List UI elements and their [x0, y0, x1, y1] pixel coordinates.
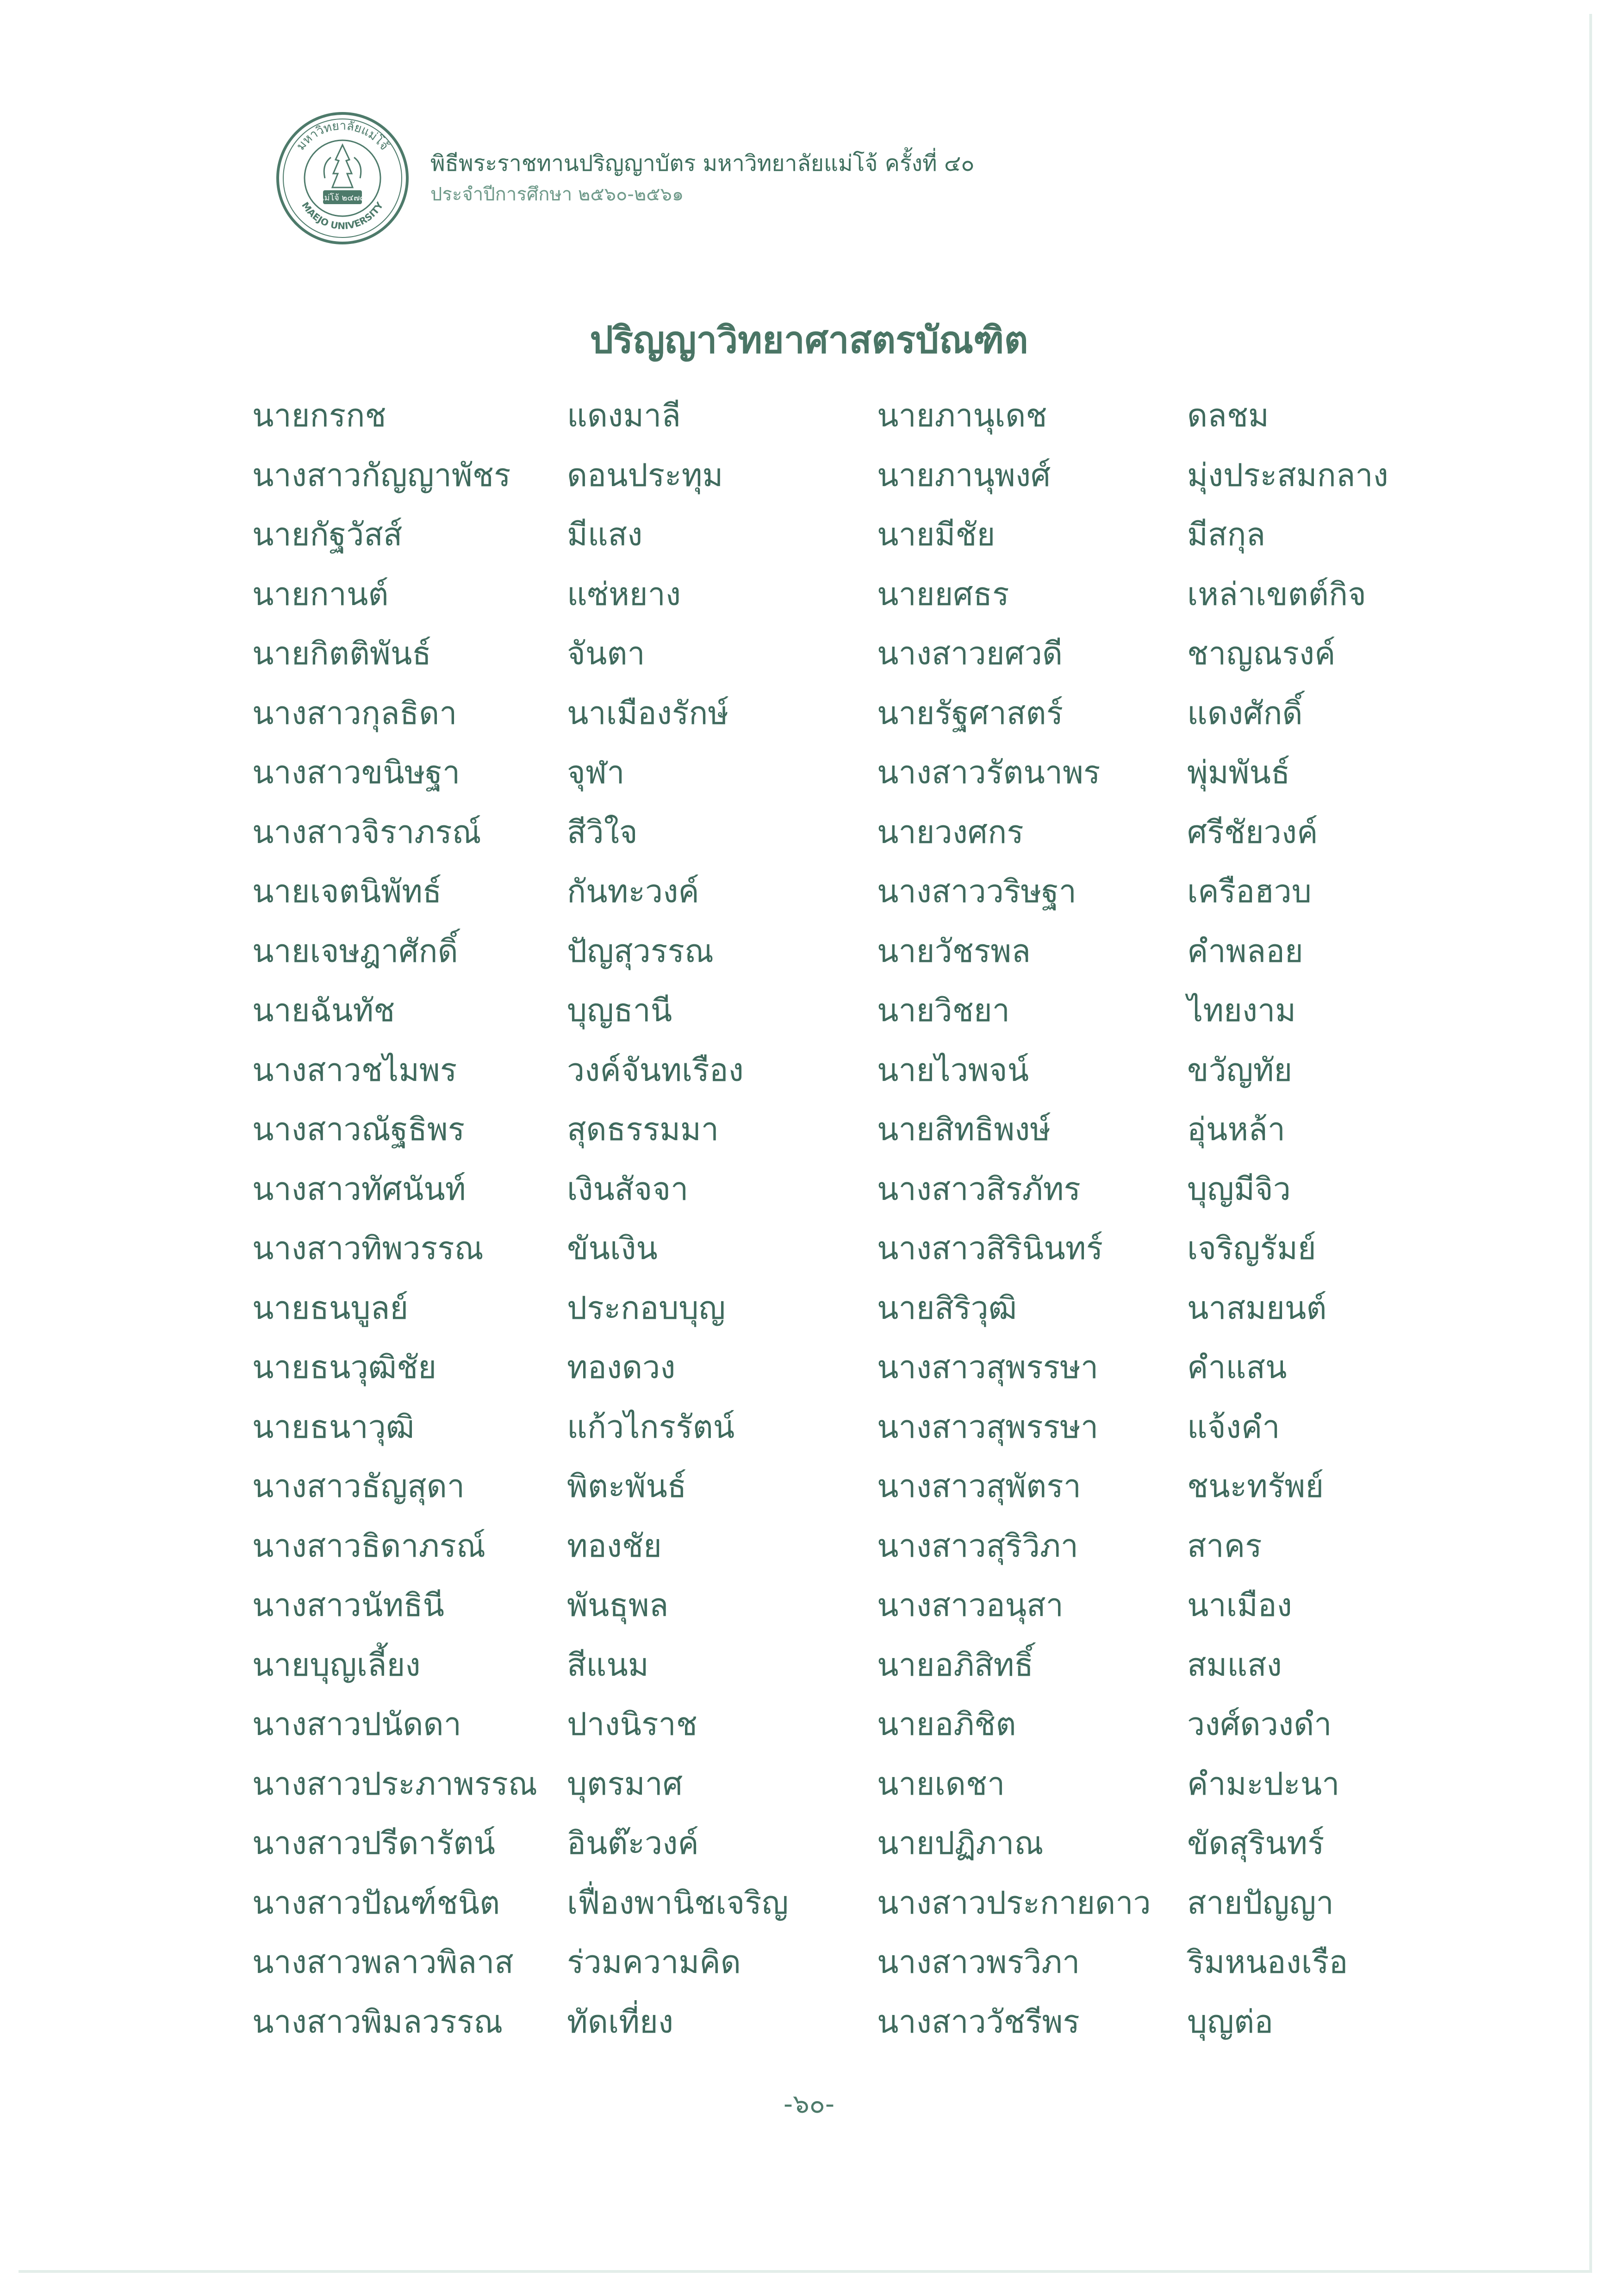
right-last-name: สาคร [1187, 1528, 1262, 1565]
right-last-name: บุญต่อ [1187, 2003, 1274, 2040]
header [273, 109, 975, 248]
right-first-name: นายสิริวุฒิ [877, 1290, 1017, 1327]
left-last-name: วงค์จันทเรือง [567, 1052, 744, 1089]
left-first-name: นางสาวประภาพรรณ [252, 1766, 537, 1803]
right-first-name: นายภานุพงศ์ [877, 457, 1051, 494]
right-first-name: นางสาวสุพรรษา [877, 1409, 1099, 1446]
right-last-name: คำมะปะนา [1187, 1766, 1340, 1803]
left-first-name: นายธนวุฒิชัย [252, 1349, 437, 1386]
left-last-name: อินต๊ะวงค์ [567, 1825, 699, 1862]
left-first-name: นางสาวธิดาภรณ์ [252, 1528, 486, 1565]
left-first-name: นางสาวชไมพร [252, 1052, 457, 1089]
right-first-name: นางสาวสุริวิภา [877, 1528, 1078, 1565]
left-first-name: นางสาวปนัดดา [252, 1706, 461, 1743]
left-last-name: มีแสง [567, 517, 643, 553]
left-first-name: นางสาวพิมลวรรณ [252, 2003, 503, 2040]
right-first-name: นายสิทธิพงษ์ [877, 1111, 1051, 1148]
right-last-name: สายปัญญา [1187, 1884, 1334, 1922]
left-first-name: นางสาวทัศนันท์ [252, 1171, 466, 1208]
emblem-icon [332, 145, 353, 187]
left-last-name: สุดธรรมมา [567, 1111, 719, 1148]
right-last-name: แจ้งคำ [1187, 1409, 1280, 1446]
logo-arc-text: มหาวิทยาลัยแม่โจ้ [293, 119, 392, 153]
left-last-name: ปัญสุวรรณ [567, 933, 714, 970]
right-first-name: นายอภิสิทธิ์ [877, 1647, 1034, 1684]
left-last-name: นาเมืองรักษ์ [567, 695, 729, 732]
left-first-name: นายกัฐวัสส์ [252, 517, 403, 553]
university-logo [273, 109, 412, 248]
ceremony-title: พิธีพระราชทานปริญญาบัตร มหาวิทยาลัยแม่โจ้ ครั้งที่ ๔๐ [430, 150, 975, 176]
logo-bottom-text: MAEJO UNIVERSITY [299, 200, 386, 232]
right-last-name: วงศ์ดวงดำ [1187, 1706, 1332, 1743]
right-last-name: ชนะทรัพย์ [1187, 1468, 1324, 1505]
left-last-name: จันตา [567, 636, 645, 672]
right-last-name: พุ่มพันธ์ [1187, 755, 1290, 791]
left-last-name: แก้วไกรรัตน์ [567, 1409, 735, 1446]
left-first-name: นางสาวปรีดารัตน์ [252, 1825, 495, 1862]
left-first-name: นางสาวกัญญาพัชร [252, 457, 511, 494]
left-first-name: นางสาวนัทธินี [252, 1587, 445, 1624]
left-last-name: เงินสัจจา [567, 1171, 689, 1208]
right-first-name: นางสาวสุพัตรา [877, 1468, 1081, 1505]
right-last-name: ริมหนองเรือ [1187, 1944, 1348, 1981]
left-last-name: ดอนประทุม [567, 457, 723, 494]
right-last-name: ขวัญทัย [1187, 1052, 1293, 1089]
left-first-name: นายธนบูลย์ [252, 1290, 409, 1327]
right-last-name: เครือฮวบ [1187, 873, 1312, 910]
left-last-name: กันทะวงค์ [567, 873, 699, 910]
left-first-name: นายกรกช [252, 398, 386, 434]
right-first-name: นางสาวสิรภัทร [877, 1171, 1081, 1208]
left-first-name: นายกิตติพันธ์ [252, 636, 431, 672]
left-last-name: ทองชัย [567, 1528, 662, 1565]
right-first-name: นายวงศกร [877, 814, 1024, 851]
left-last-name: สีวิใจ [567, 814, 638, 851]
left-first-name: นายเจษฎาศักดิ์ [252, 933, 458, 970]
right-first-name: นายวิชยา [877, 992, 1010, 1029]
right-last-name: สมแสง [1187, 1647, 1282, 1684]
left-last-name: พิตะพันธ์ [567, 1468, 687, 1505]
degree-title: ปริญญาวิทยาศาสตรบัณฑิต [590, 318, 1028, 362]
left-last-name: ร่วมความคิด [567, 1944, 741, 1981]
right-first-name: นางสาวประกายดาว [877, 1884, 1151, 1922]
right-first-name: นายภานุเดช [877, 398, 1047, 434]
left-last-name: บุตรมาศ [567, 1766, 683, 1803]
right-last-name: ขัดสุรินทร์ [1187, 1825, 1325, 1862]
right-first-name: นางสาวอนุสา [877, 1587, 1064, 1624]
left-first-name: นายฉันทัช [252, 992, 395, 1029]
right-first-name: นางสาววัชรีพร [877, 2003, 1080, 2040]
right-first-name: นางสาวพรวิภา [877, 1944, 1080, 1981]
left-last-name: พันธุพล [567, 1587, 669, 1624]
right-first-name: นางสาวสุพรรษา [877, 1349, 1099, 1386]
right-last-name: ชาญณรงค์ [1187, 636, 1336, 672]
left-last-name: สีแนม [567, 1647, 649, 1684]
left-first-name: นายเจตนิพัทธ์ [252, 873, 442, 910]
right-first-name: นายรัฐศาสตร์ [877, 695, 1064, 732]
right-last-name: แดงศักดิ์ [1187, 695, 1303, 732]
left-last-name: จุฬา [567, 755, 625, 791]
left-first-name: นายกานต์ [252, 576, 389, 613]
right-first-name: นางสาววริษฐา [877, 873, 1077, 910]
left-first-name: นายบุญเลี้ยง [252, 1647, 421, 1684]
right-last-name: เหล่าเขตต์กิจ [1187, 576, 1366, 613]
left-last-name: บุญธานี [567, 992, 672, 1029]
left-last-name: ทัดเที่ยง [567, 2003, 674, 2040]
left-first-name: นางสาวปัณฑ์ชนิต [252, 1884, 500, 1922]
graduate-name-list [252, 387, 1502, 2052]
right-last-name: ดลชม [1187, 398, 1269, 434]
right-last-name: เจริญรัมย์ [1187, 1230, 1316, 1267]
left-last-name: แดงมาลี [567, 398, 681, 434]
left-last-name: เฟื่องพานิชเจริญ [567, 1884, 789, 1922]
right-last-name: คำแสน [1187, 1349, 1287, 1386]
left-first-name: นางสาวขนิษฐา [252, 755, 461, 791]
right-first-name: นายปฏิภาณ [877, 1825, 1044, 1862]
right-last-name: มุ่งประสมกลาง [1187, 457, 1388, 494]
right-last-name: อุ่นหล้า [1187, 1111, 1286, 1148]
logo-center-text: แม่โจ้ ๒๔๗๗ [319, 193, 366, 203]
left-first-name: นายธนาวุฒิ [252, 1409, 415, 1446]
left-last-name: ปางนิราช [567, 1706, 697, 1743]
left-first-name: นางสาวณัฐธิพร [252, 1111, 465, 1148]
left-first-name: นางสาวกุลธิดา [252, 695, 457, 732]
left-first-name: นางสาวทิพวรรณ [252, 1230, 484, 1267]
right-first-name: นางสาวรัตนาพร [877, 755, 1101, 791]
right-last-name: นาสมยนต์ [1187, 1290, 1327, 1327]
right-last-name: บุญมีจิว [1187, 1171, 1291, 1208]
academic-year: ประจำปีการศึกษา ๒๕๖๐-๒๕๖๑ [430, 184, 684, 205]
right-last-name: ศรีชัยวงค์ [1187, 814, 1318, 851]
left-last-name: ทองดวง [567, 1349, 676, 1386]
left-first-name: นางสาวธัญสุดา [252, 1468, 465, 1505]
right-first-name: นายวัชรพล [877, 933, 1031, 970]
page-number: -๖๐- [783, 2089, 835, 2119]
left-last-name: แซ่หยาง [567, 576, 681, 613]
left-first-name: นางสาวจิราภรณ์ [252, 814, 481, 851]
right-last-name: ไทยงาม [1187, 992, 1296, 1029]
left-first-name: นางสาวพลาวพิลาส [252, 1944, 514, 1981]
right-last-name: คำพลอย [1187, 933, 1303, 970]
right-first-name: นางสาวสิรินินทร์ [877, 1230, 1103, 1267]
right-last-name: มีสกุล [1187, 517, 1266, 553]
left-last-name: ประกอบบุญ [567, 1290, 726, 1327]
right-first-name: นายมีชัย [877, 517, 996, 553]
right-first-name: นางสาวยศวดี [877, 636, 1063, 672]
right-first-name: นายไวพจน์ [877, 1052, 1029, 1089]
right-first-name: นายเดชา [877, 1766, 1005, 1803]
right-first-name: นายยศธร [877, 576, 1009, 613]
right-first-name: นายอภิชิต [877, 1706, 1016, 1743]
left-last-name: ขันเงิน [567, 1230, 658, 1267]
right-last-name: นาเมือง [1187, 1587, 1292, 1624]
